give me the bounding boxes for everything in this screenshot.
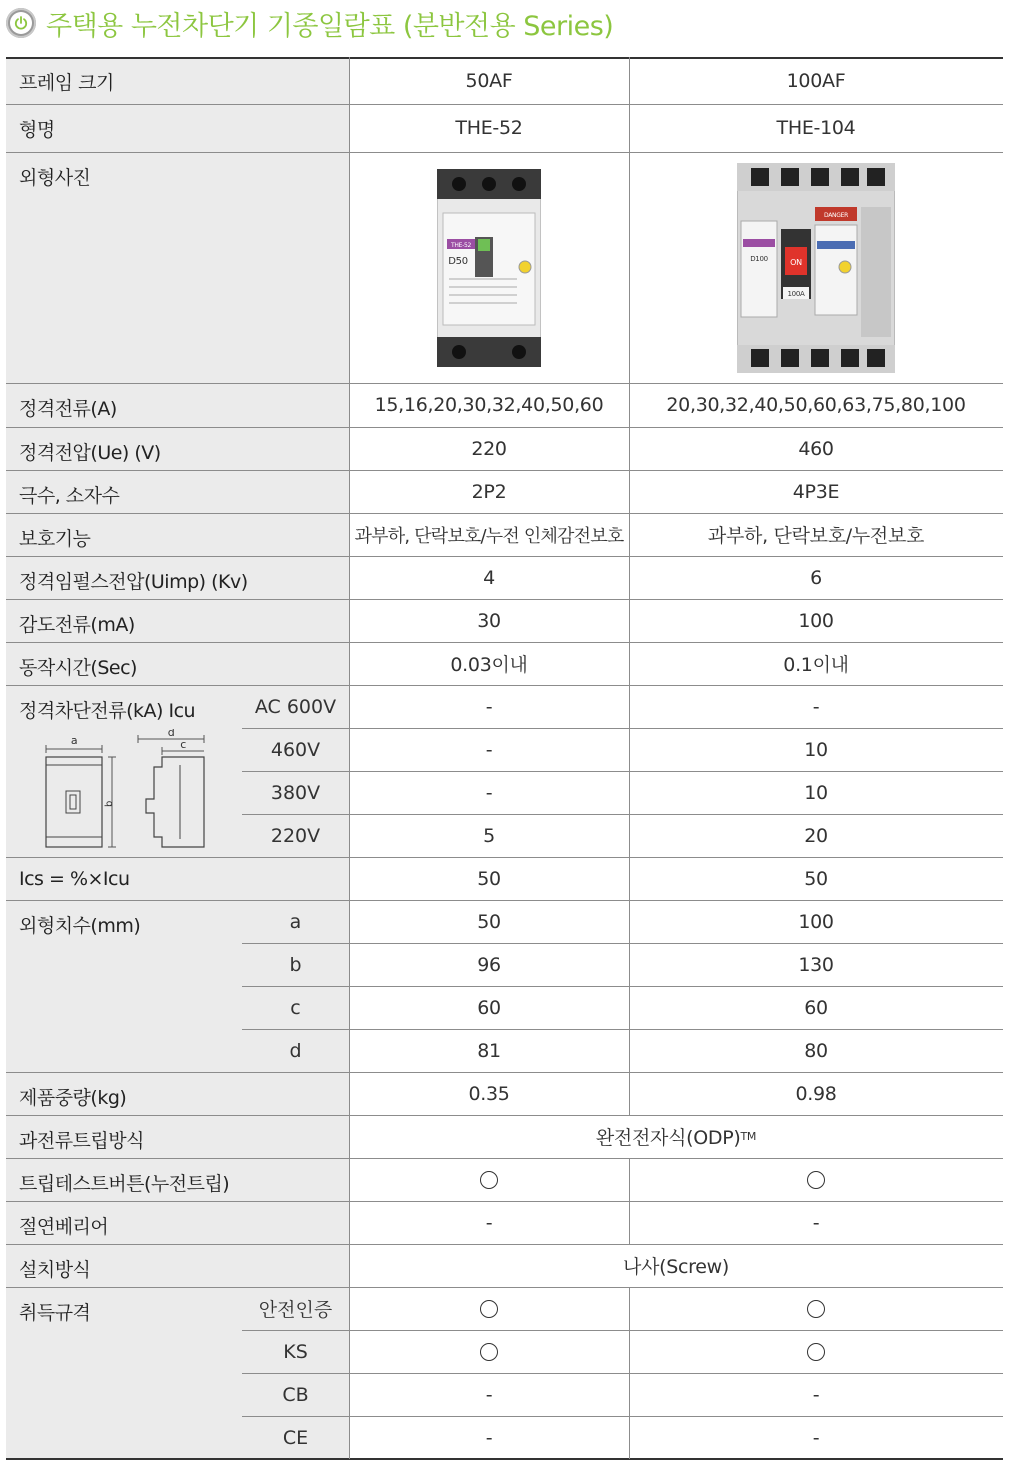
sub-label: d: [242, 1029, 349, 1072]
row-label: 동작시간(Sec): [19, 657, 137, 679]
row-weight: [6, 1072, 1003, 1115]
cell-value: [349, 1287, 629, 1330]
cell-value: -: [485, 1383, 493, 1406]
cell-value: 5: [483, 824, 495, 847]
row-sensitivity: [6, 599, 1003, 642]
cell-value: 0.1이내: [783, 654, 849, 676]
cell-value: 60: [804, 996, 828, 1019]
sub-label: b: [242, 943, 349, 986]
row-divider: [6, 383, 1003, 384]
row-ics: [6, 857, 1003, 900]
row-divider: [6, 470, 1003, 471]
row-label: 정격차단전류(kA) Icu: [19, 700, 196, 722]
breaker-the104-illustration: [737, 163, 895, 373]
row-divider: [242, 814, 1003, 815]
cell-value: 80: [804, 1039, 828, 1062]
cell-value: 96: [477, 953, 501, 976]
cell-value: 30: [477, 609, 501, 632]
cell-value: 20,30,32,40,50,60,63,75,80,100: [666, 394, 966, 416]
cell-value: 100: [798, 609, 834, 632]
circle-mark-icon: [480, 1171, 498, 1189]
row-label: Ics = %×Icu: [19, 868, 130, 890]
cell-value: 4P3E: [792, 480, 840, 503]
cell-value: 220: [471, 437, 507, 460]
row-trip-method: [6, 1115, 1003, 1158]
cell-value: -: [485, 695, 493, 718]
row-label: 취득규격: [19, 1302, 91, 1324]
cell-model-1: THE-52: [455, 117, 523, 139]
row-divider: [6, 427, 1003, 428]
row-rated-current: [6, 383, 1003, 427]
row-poles: [6, 470, 1003, 513]
circle-mark-icon: [480, 1343, 498, 1361]
row-divider: [242, 771, 1003, 772]
row-divider: [242, 728, 1003, 729]
breaker-the52-illustration: [437, 169, 541, 367]
sub-label: AC 600V: [242, 685, 349, 728]
row-divider: [242, 1373, 1003, 1374]
row-label: 외형사진: [19, 167, 91, 189]
cell-value-span: 나사(Screw): [623, 1256, 729, 1278]
sub-label: KS: [242, 1330, 349, 1373]
cell-value: [349, 1330, 629, 1373]
row-impulse-voltage: [6, 556, 1003, 599]
cell-value: 460: [798, 437, 834, 460]
power-icon: [6, 8, 36, 38]
row-protection: [6, 513, 1003, 556]
page-header: [6, 3, 613, 43]
trademark-mark: TM: [740, 1130, 757, 1143]
row-insulation: [6, 1201, 1003, 1244]
row-divider: [6, 685, 1003, 686]
cell-value: 4: [483, 566, 495, 589]
cell-value: 과부하, 단락보호/누전보호: [707, 525, 925, 547]
row-label: 형명: [19, 119, 55, 141]
column-divider: [629, 57, 630, 1115]
sub-label: 380V: [242, 771, 349, 814]
cell-value: 81: [477, 1039, 501, 1062]
cell-value: 130: [798, 953, 834, 976]
cell-value: 0.03이내: [450, 654, 528, 676]
sub-label: c: [242, 986, 349, 1029]
breaker1-model-text: THE-52: [451, 241, 471, 249]
row-label: 감도전류(mA): [19, 614, 135, 636]
sub-label: CE: [242, 1416, 349, 1459]
cell-value: 50: [477, 910, 501, 933]
row-label: 정격전류(A): [19, 398, 117, 420]
row-divider: [6, 1244, 1003, 1245]
cell-value: 0.98: [795, 1082, 837, 1105]
dimension-diagram: [42, 729, 212, 851]
cell-value: 6: [810, 566, 822, 589]
row-divider: [6, 1158, 1003, 1159]
dim-label-b: b: [104, 801, 115, 807]
dim-label-a: a: [70, 734, 78, 747]
cell-value: 0.35: [468, 1082, 510, 1105]
row-label: 트립테스트버튼(누전트립): [19, 1173, 230, 1195]
row-rated-voltage: [6, 427, 1003, 470]
row-divider: [6, 152, 1003, 153]
row-label: 외형치수(mm): [19, 915, 141, 937]
cell-value: -: [485, 1211, 493, 1234]
cell-value: [629, 1330, 1003, 1373]
cell-value: -: [812, 1383, 820, 1406]
row-divider: [6, 599, 1003, 600]
row-divider: [242, 943, 1003, 944]
cell-value: -: [812, 1426, 820, 1449]
cell-value: 10: [804, 738, 828, 761]
row-label: 제품중량(kg): [19, 1087, 127, 1109]
cell-value: -: [485, 781, 493, 804]
trip-method-text: 완전전자식(ODP): [595, 1127, 741, 1149]
cell-value-span: [349, 1115, 1003, 1158]
row-label: 정격전압(Ue) (V): [19, 442, 161, 464]
cell-value: 10: [804, 781, 828, 804]
row-photo: [6, 152, 1003, 383]
sub-label: 안전인증: [242, 1287, 349, 1330]
sub-label: 220V: [242, 814, 349, 857]
column-divider: [349, 57, 350, 1459]
circle-mark-icon: [807, 1343, 825, 1361]
row-divider: [6, 900, 1003, 901]
row-frame-size: [6, 57, 1003, 104]
row-divider: [242, 1330, 1003, 1331]
dim-label-c: c: [180, 738, 186, 751]
table-bottom-border: [6, 1458, 1003, 1460]
row-divider: [6, 1072, 1003, 1073]
row-install: [6, 1244, 1003, 1287]
circle-mark-icon: [480, 1300, 498, 1318]
row-divider: [6, 1287, 1003, 1288]
breaker2-amp-text: 100A: [787, 289, 805, 298]
cell-value: 60: [477, 996, 501, 1019]
circle-mark-icon: [807, 1300, 825, 1318]
breaker1-rating-text: D50: [448, 255, 468, 267]
row-divider: [6, 857, 1003, 858]
row-divider: [6, 104, 1003, 105]
cell-value: -: [812, 1211, 820, 1234]
row-divider: [6, 1115, 1003, 1116]
row-label: 프레임 크기: [19, 72, 114, 94]
column-divider: [629, 1158, 630, 1244]
row-label: 정격임펄스전압(Uimp) (Kv): [19, 571, 248, 593]
row-divider: [242, 1029, 1003, 1030]
cell-value: [349, 1158, 629, 1201]
column-divider: [629, 1287, 630, 1459]
row-label: 설치방식: [19, 1259, 91, 1281]
dim-label-d: d: [167, 729, 175, 739]
cell-value: -: [485, 738, 493, 761]
cell-value: 50: [804, 867, 828, 890]
breaker-image-the52: [349, 152, 629, 383]
breaker2-danger-text: DANGER: [824, 211, 848, 219]
cell-model-2: THE-104: [776, 117, 856, 139]
cell-value: -: [812, 695, 820, 718]
breaker2-on-text: ON: [790, 257, 802, 267]
sub-label: a: [242, 900, 349, 943]
row-divider: [6, 642, 1003, 643]
table-top-border: [6, 57, 1003, 59]
cell-value: 50: [477, 867, 501, 890]
sub-label: 460V: [242, 728, 349, 771]
row-label: 과전류트립방식: [19, 1130, 144, 1152]
cell-frame-100af: 100AF: [786, 69, 846, 92]
row-label: 보호기능: [19, 528, 91, 550]
row-model: [6, 104, 1003, 152]
page-title: 주택용 누전차단기 기종일람표 (분반전용 Series): [46, 10, 614, 42]
row-divider: [6, 1201, 1003, 1202]
row-divider: [242, 986, 1003, 987]
cell-value: [629, 1287, 1003, 1330]
cell-value: 15,16,20,30,32,40,50,60: [374, 394, 604, 416]
row-operating-time: [6, 642, 1003, 685]
row-divider: [242, 1416, 1003, 1417]
breaker-image-the104: [629, 152, 1003, 383]
cell-value: 과부하, 단락보호/누전 인체감전보호: [354, 525, 624, 547]
cell-value: 100: [798, 910, 834, 933]
breaker2-rating-text: D100: [750, 254, 768, 263]
row-divider: [6, 556, 1003, 557]
cell-value: [629, 1158, 1003, 1201]
cell-frame-50af: 50AF: [465, 69, 513, 92]
row-divider: [6, 513, 1003, 514]
circle-mark-icon: [807, 1171, 825, 1189]
cell-value: -: [485, 1426, 493, 1449]
row-label: 극수, 소자수: [19, 485, 120, 507]
row-test-button: [6, 1158, 1003, 1201]
cell-value: 2P2: [471, 480, 507, 503]
cell-value: 20: [804, 824, 828, 847]
row-label: 절연베리어: [19, 1216, 109, 1238]
sub-label: CB: [242, 1373, 349, 1416]
